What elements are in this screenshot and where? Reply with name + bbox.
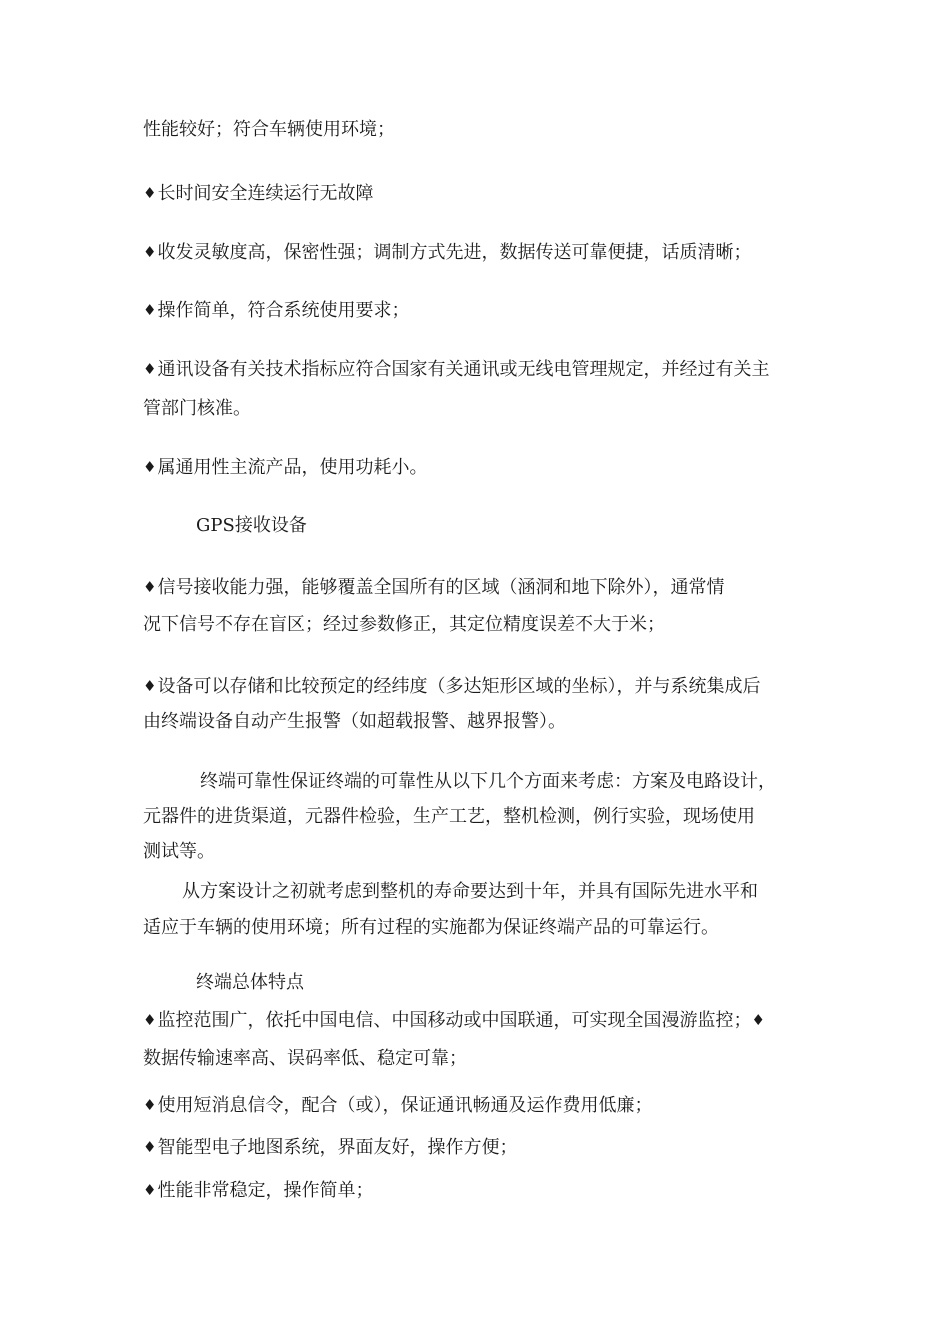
paragraph-line: 适应于车辆的使用环境；所有过程的实施都为保证终端产品的可靠运行。 xyxy=(143,917,719,938)
text-line: 性能较好；符合车辆使用环境； xyxy=(143,119,395,140)
diamond-bullet-icon: ♦ xyxy=(143,1011,157,1029)
bullet-item: ♦收发灵敏度高，保密性强；调制方式先进，数据传送可靠便捷，话质清晰； xyxy=(143,242,752,263)
diamond-bullet-icon: ♦ xyxy=(143,677,157,695)
text-line: 管部门核准。 xyxy=(143,398,251,419)
bullet-item: ♦通讯设备有关技术指标应符合国家有关通讯或无线电管理规定，并经过有关主 xyxy=(143,359,770,380)
bullet-item: ♦信号接收能力强，能够覆盖全国所有的区域（涵洞和地下除外），通常情 xyxy=(143,577,725,598)
bullet-item: ♦属通用性主流产品，使用功耗小。 xyxy=(143,457,428,478)
paragraph-line: 从方案设计之初就考虑到整机的寿命要达到十年，并具有国际先进水平和 xyxy=(182,881,758,902)
text-line: 数据传输速率高、误码率低、稳定可靠； xyxy=(143,1048,467,1069)
paragraph-line: 元器件的进货渠道，元器件检验，生产工艺，整机检测，例行实验，现场使用 xyxy=(143,806,755,827)
section-heading-gps: GPS接收设备 xyxy=(196,515,307,536)
diamond-bullet-icon: ♦ xyxy=(143,184,157,202)
paragraph-line: 测试等。 xyxy=(143,841,215,862)
bullet-item: ♦监控范围广，依托中国电信、中国移动或中国联通，可实现全国漫游监控；♦ xyxy=(143,1010,765,1031)
diamond-bullet-icon: ♦ xyxy=(143,578,157,596)
section-heading-features: 终端总体特点 xyxy=(196,972,304,993)
bullet-item: ♦性能非常稳定，操作简单； xyxy=(143,1180,374,1201)
diamond-bullet-icon: ♦ xyxy=(143,1096,157,1114)
diamond-bullet-icon: ♦ xyxy=(143,243,157,261)
diamond-bullet-icon: ♦ xyxy=(143,301,157,319)
text-line: 况下信号不存在盲区；经过参数修正，其定位精度误差不大于米； xyxy=(143,614,665,635)
diamond-bullet-icon: ♦ xyxy=(143,360,157,378)
bullet-item: ♦操作简单，符合系统使用要求； xyxy=(143,300,410,321)
diamond-bullet-icon: ♦ xyxy=(143,1138,157,1156)
diamond-bullet-icon: ♦ xyxy=(751,1011,765,1029)
bullet-item: ♦智能型电子地图系统，界面友好，操作方便； xyxy=(143,1137,518,1158)
diamond-bullet-icon: ♦ xyxy=(143,1181,157,1199)
bullet-item: ♦长时间安全连续运行无故障 xyxy=(143,183,374,204)
bullet-item: ♦设备可以存储和比较预定的经纬度（多达矩形区域的坐标），并与系统集成后 xyxy=(143,676,761,697)
diamond-bullet-icon: ♦ xyxy=(143,458,157,476)
text-line: 由终端设备自动产生报警（如超载报警、越界报警）。 xyxy=(143,711,566,732)
bullet-item: ♦使用短消息信令，配合（或），保证通讯畅通及运作费用低廉； xyxy=(143,1095,653,1116)
paragraph-line: 终端可靠性保证终端的可靠性从以下几个方面来考虑：方案及电路设计， xyxy=(200,771,776,792)
